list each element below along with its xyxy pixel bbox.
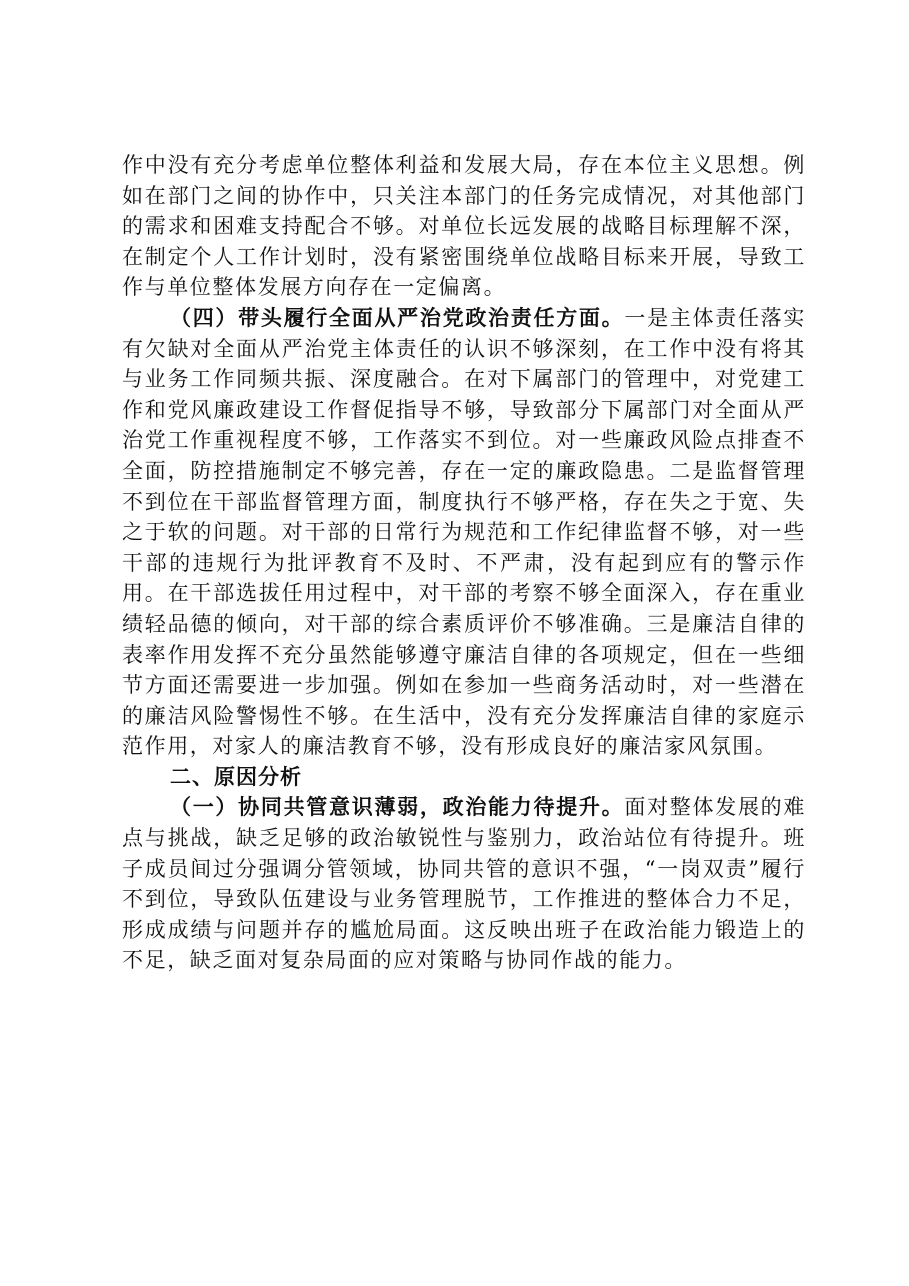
section-four-lead: （四）带头履行全面从严治党政治责任方面。 <box>170 304 625 330</box>
heading-cause-analysis <box>122 762 806 793</box>
paragraph-text: 面对整体发展的难点与挑战，缺乏足够的政治敏锐性与鉴别力，政治站位有待提升。班子成员间过分强调分管领域，协同共管的意识不强，“一岗双责”履行不到位，导致队伍建设与业务管理脱节，工作推进的整体合力不足，形成成绩与问题并存的尴尬局面。这反映出班子在政治能力锻造上的不足，缺乏面对复杂局面的应对策略与协同作战的能力。 <box>122 795 806 973</box>
paragraph-continuation <box>122 150 806 303</box>
paragraph-section-four <box>122 303 806 762</box>
paragraph-text: 作中没有充分考虑单位整体利益和发展大局，存在本位主义思想。例如在部门之间的协作中，只关注本部门的任务完成情况，对其他部门的需求和困难支持配合不够。对单位长远发展的战略目标理解不深，在制定个人工作计划时，没有紧密围绕单位战略目标来开展，导致工作与单位整体发展方向存在一定偏离。 <box>122 153 806 300</box>
document-body <box>122 150 806 976</box>
paragraph-text: 一是主体责任落实有欠缺对全面从严治党主体责任的认识不够深刻，在工作中没有将其与业务工作同频共振、深度融合。在对下属部门的管理中，对党建工作和党风廉政建设工作督促指导不够，导致部分下属部门对全面从严治党工作重视程度不够，工作落实不到位。对一些廉政风险点排查不全面，防控措施制定不够完善，存在一定的廉政隐患。二是监督管理不到位在干部监督管理方面，制度执行不够严格，存在失之于宽、失之于软的问题。对干部的日常行为规范和工作纪律监督不够，对一些干部的违规行为批评教育不及时、不严肃，没有起到应有的警示作用。在干部选拔任用过程中，对干部的考察不够全面深入，存在重业绩轻品德的倾向，对干部的综合素质评价不够准确。三是廉洁自律的表率作用发挥不充分虽然能够遵守廉洁自律的各项规定，但在一些细节方面还需要进一步加强。例如在参加一些商务活动时，对一些潜在的廉洁风险警惕性不够。在生活中，没有充分发挥廉洁自律的家庭示范作用，对家人的廉洁教育不够，没有形成良好的廉洁家风氛围。 <box>122 305 806 759</box>
paragraph-cause-one <box>122 792 806 976</box>
heading-text: 二、原因分析 <box>170 764 302 789</box>
cause-one-lead: （一）协同共管意识薄弱，政治能力待提升。 <box>170 794 625 820</box>
